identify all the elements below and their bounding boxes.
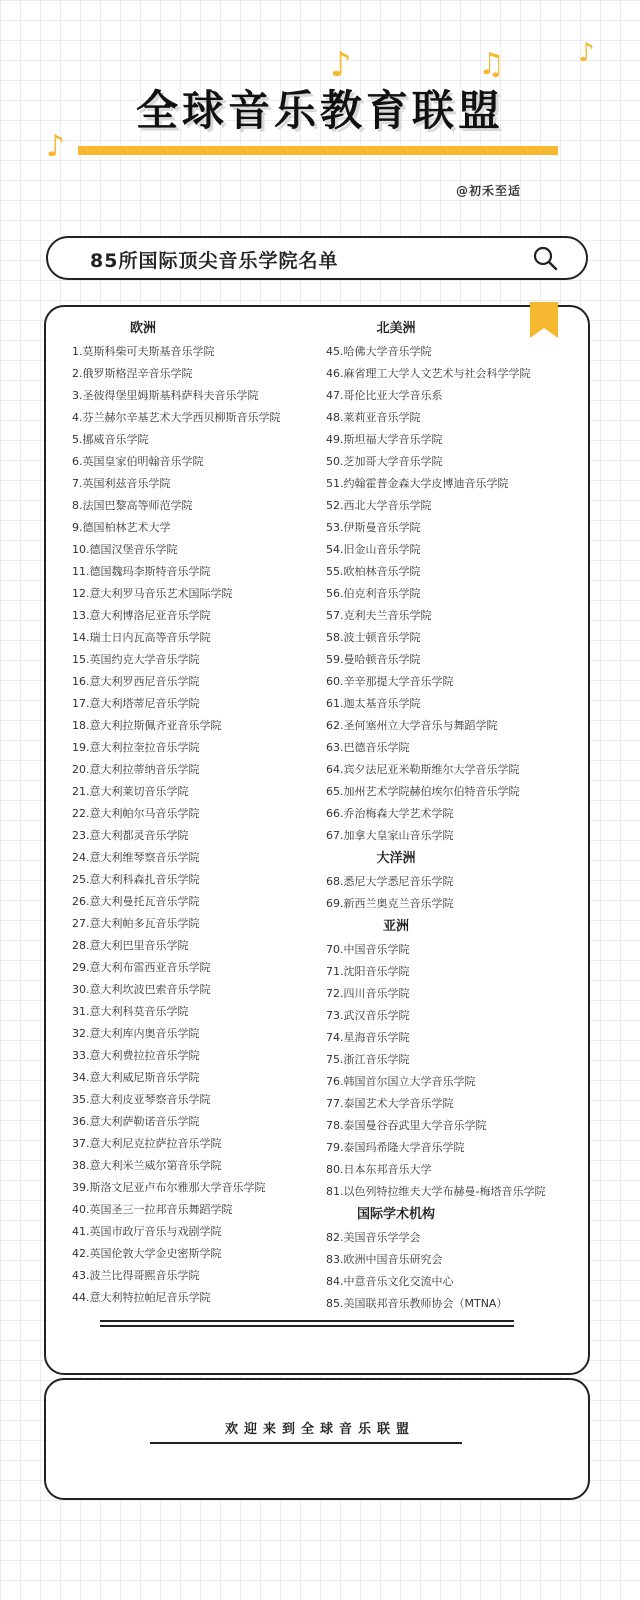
list-item: 38.意大利米兰威尔第音乐学院	[72, 1159, 222, 1172]
page-title: 全球音乐教育联盟	[135, 86, 504, 135]
list-item: 51.约翰霍普金森大学皮博迪音乐学院	[326, 477, 509, 490]
list-item: 76.韩国首尔国立大学音乐学院	[326, 1075, 476, 1088]
list-item: 11.德国魏玛李斯特音乐学院	[72, 565, 211, 578]
list-item: 65.加州艺术学院赫伯埃尔伯特音乐学院	[326, 785, 520, 798]
list-item: 33.意大利费拉拉音乐学院	[72, 1049, 200, 1062]
list-item: 27.意大利帕多瓦音乐学院	[72, 917, 200, 930]
list-item: 68.悉尼大学悉尼音乐学院	[326, 875, 454, 888]
list-item: 2.俄罗斯格涅辛音乐学院	[72, 367, 193, 380]
list-item: 71.沈阳音乐学院	[326, 965, 410, 978]
list-item: 59.曼哈顿音乐学院	[326, 653, 421, 666]
region-heading: 欧洲	[129, 321, 156, 336]
list-item: 72.四川音乐学院	[326, 987, 410, 1000]
title-underline	[78, 146, 558, 155]
list-item: 5.挪威音乐学院	[72, 433, 149, 446]
list-item: 56.伯克利音乐学院	[326, 587, 421, 600]
list-item: 39.斯洛文尼亚卢布尔雅那大学音乐学院	[72, 1181, 266, 1194]
welcome-underline	[150, 1442, 462, 1444]
divider	[100, 1325, 514, 1327]
list-item: 15.英国约克大学音乐学院	[72, 653, 200, 666]
list-item: 7.英国利兹音乐学院	[72, 477, 171, 490]
list-item: 10.德国汉堡音乐学院	[72, 543, 178, 556]
music-note-icon: ♫	[478, 47, 505, 82]
list-item: 26.意大利曼托瓦音乐学院	[72, 895, 200, 908]
list-item: 8.法国巴黎高等师范学院	[72, 499, 193, 512]
list-item: 75.浙江音乐学院	[326, 1053, 410, 1066]
list-item: 31.意大利科莫音乐学院	[72, 1005, 189, 1018]
list-item: 1.莫斯科柴可夫斯基音乐学院	[72, 345, 215, 358]
list-item: 73.武汉音乐学院	[326, 1009, 410, 1022]
list-item: 18.意大利拉斯佩齐亚音乐学院	[72, 719, 222, 732]
list-item: 63.巴德音乐学院	[326, 741, 410, 754]
list-item: 53.伊斯曼音乐学院	[326, 521, 421, 534]
list-item: 70.中国音乐学院	[326, 943, 410, 956]
list-item: 41.英国市政厅音乐与戏剧学院	[72, 1225, 222, 1238]
music-note-icon: ♪	[330, 45, 352, 85]
list-item: 6.英国皇家伯明翰音乐学院	[72, 455, 204, 468]
welcome-panel	[44, 1378, 590, 1500]
list-item: 37.意大利尼克拉萨拉音乐学院	[72, 1137, 222, 1150]
list-item: 80.日本东邦音乐大学	[326, 1163, 432, 1176]
list-item: 40.英国圣三一拉邦音乐舞蹈学院	[72, 1203, 233, 1216]
list-item: 61.迦太基音乐学院	[326, 697, 421, 710]
search-icon[interactable]	[532, 245, 558, 271]
list-item: 4.芬兰赫尔辛基艺术大学西贝柳斯音乐学院	[72, 411, 281, 424]
list-item: 78.泰国曼谷吞武里大学音乐学院	[326, 1119, 487, 1132]
search-text: 85所国际顶尖音乐学院名单	[90, 250, 339, 272]
list-item: 60.辛辛那提大学音乐学院	[326, 675, 454, 688]
list-item: 49.斯坦福大学音乐学院	[326, 433, 443, 446]
list-item: 29.意大利布雷西亚音乐学院	[72, 961, 211, 974]
music-note-icon: ♪	[46, 129, 66, 164]
list-item: 19.意大利拉奎拉音乐学院	[72, 741, 200, 754]
list-item: 52.西北大学音乐学院	[326, 499, 432, 512]
list-item: 3.圣彼得堡里姆斯基科萨科夫音乐学院	[72, 389, 259, 402]
list-item: 64.宾夕法尼亚米勒斯维尔大学音乐学院	[326, 763, 520, 776]
list-item: 74.星海音乐学院	[326, 1031, 410, 1044]
list-item: 12.意大利罗马音乐艺术国际学院	[72, 587, 233, 600]
list-item: 48.莱莉亚音乐学院	[326, 411, 421, 424]
divider	[100, 1320, 514, 1322]
list-item: 28.意大利巴里音乐学院	[72, 939, 189, 952]
list-item: 57.克利夫兰音乐学院	[326, 609, 432, 622]
list-item: 79.泰国玛希隆大学音乐学院	[326, 1141, 465, 1154]
column-right	[326, 317, 588, 1315]
list-item: 20.意大利拉蒂纳音乐学院	[72, 763, 200, 776]
list-item: 54.旧金山音乐学院	[326, 543, 421, 556]
list-item: 34.意大利威尼斯音乐学院	[72, 1071, 200, 1084]
search-bar[interactable]	[46, 236, 588, 280]
list-item: 43.波兰比得哥熙音乐学院	[72, 1269, 200, 1282]
list-item: 32.意大利库内奥音乐学院	[72, 1027, 200, 1040]
list-item: 46.麻省理工大学人文艺术与社会科学学院	[326, 367, 531, 380]
list-item: 13.意大利博洛尼亚音乐学院	[72, 609, 211, 622]
list-item: 16.意大利罗西尼音乐学院	[72, 675, 200, 688]
region-heading: 亚洲	[382, 919, 409, 934]
list-item: 62.圣何塞州立大学音乐与舞蹈学院	[326, 719, 498, 732]
list-item: 77.泰国艺术大学音乐学院	[326, 1097, 454, 1110]
list-item: 14.瑞士日内瓦高等音乐学院	[72, 631, 211, 644]
list-item: 85.美国联邦音乐教师协会（MTNA）	[326, 1297, 508, 1310]
list-item: 58.波士顿音乐学院	[326, 631, 421, 644]
list-item: 22.意大利帕尔马音乐学院	[72, 807, 200, 820]
music-note-icon: ♪	[578, 38, 595, 68]
list-item: 66.乔治梅森大学艺术学院	[326, 807, 454, 820]
region-heading: 国际学术机构	[356, 1207, 435, 1222]
list-item: 9.德国柏林艺术大学	[72, 521, 171, 534]
list-item: 42.英国伦敦大学金史密斯学院	[72, 1247, 222, 1260]
list-item: 69.新西兰奥克兰音乐学院	[326, 897, 454, 910]
list-item: 82.美国音乐学学会	[326, 1231, 421, 1244]
list-item: 30.意大利坎波巴索音乐学院	[72, 983, 211, 996]
list-item: 55.欧柏林音乐学院	[326, 565, 421, 578]
list-item: 21.意大利莱切音乐学院	[72, 785, 189, 798]
list-item: 23.意大利都灵音乐学院	[72, 829, 189, 842]
brand-label: @初禾至适	[456, 184, 522, 198]
region-heading: 北美洲	[376, 321, 416, 336]
welcome-text: 欢迎来到全球音乐联盟	[224, 1422, 415, 1437]
column-left	[72, 317, 322, 1309]
list-item: 17.意大利塔蒂尼音乐学院	[72, 697, 200, 710]
list-item: 47.哥伦比亚大学音乐系	[326, 389, 443, 402]
region-heading: 大洋洲	[376, 851, 416, 866]
list-item: 67.加拿大皇家山音乐学院	[326, 829, 454, 842]
list-item: 50.芝加哥大学音乐学院	[326, 455, 443, 468]
list-item: 44.意大利特拉帕尼音乐学院	[72, 1291, 211, 1304]
list-item: 24.意大利维琴察音乐学院	[72, 851, 200, 864]
list-item: 36.意大利萨勒诺音乐学院	[72, 1115, 200, 1128]
list-item: 84.中意音乐文化交流中心	[326, 1275, 454, 1288]
list-item: 35.意大利皮亚琴察音乐学院	[72, 1093, 211, 1106]
list-item: 83.欧洲中国音乐研究会	[326, 1253, 443, 1266]
list-item: 45.哈佛大学音乐学院	[326, 345, 432, 358]
list-item: 25.意大利科森扎音乐学院	[72, 873, 200, 886]
list-item: 81.以色列特拉维夫大学布赫曼-梅塔音乐学院	[326, 1185, 546, 1198]
